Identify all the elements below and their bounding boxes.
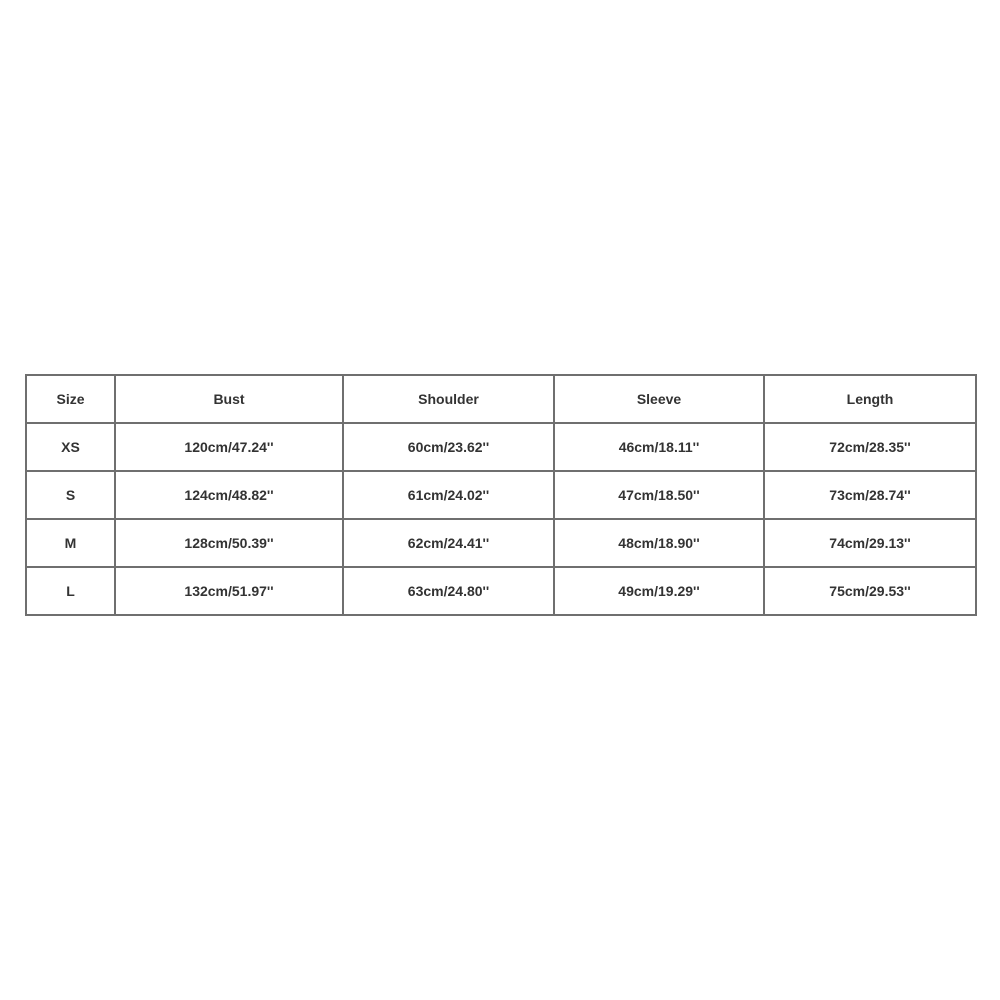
cell-shoulder: 61cm/24.02'' <box>343 471 554 519</box>
cell-sleeve: 48cm/18.90'' <box>554 519 764 567</box>
cell-length: 73cm/28.74'' <box>764 471 976 519</box>
header-length: Length <box>764 375 976 423</box>
cell-sleeve: 49cm/19.29'' <box>554 567 764 615</box>
cell-length: 72cm/28.35'' <box>764 423 976 471</box>
cell-length: 74cm/29.13'' <box>764 519 976 567</box>
table-row <box>26 519 976 567</box>
header-bust: Bust <box>115 375 343 423</box>
cell-bust: 120cm/47.24'' <box>115 423 343 471</box>
cell-bust: 124cm/48.82'' <box>115 471 343 519</box>
cell-shoulder: 62cm/24.41'' <box>343 519 554 567</box>
header-size: Size <box>26 375 115 423</box>
cell-shoulder: 60cm/23.62'' <box>343 423 554 471</box>
cell-size: L <box>26 567 115 615</box>
cell-shoulder: 63cm/24.80'' <box>343 567 554 615</box>
cell-size: S <box>26 471 115 519</box>
cell-size: XS <box>26 423 115 471</box>
table-header-row <box>26 375 976 423</box>
cell-sleeve: 47cm/18.50'' <box>554 471 764 519</box>
table-row <box>26 423 976 471</box>
cell-bust: 132cm/51.97'' <box>115 567 343 615</box>
table-row <box>26 567 976 615</box>
table-row <box>26 471 976 519</box>
cell-size: M <box>26 519 115 567</box>
size-chart-table <box>25 374 977 616</box>
cell-bust: 128cm/50.39'' <box>115 519 343 567</box>
header-shoulder: Shoulder <box>343 375 554 423</box>
cell-length: 75cm/29.53'' <box>764 567 976 615</box>
cell-sleeve: 46cm/18.11'' <box>554 423 764 471</box>
header-sleeve: Sleeve <box>554 375 764 423</box>
